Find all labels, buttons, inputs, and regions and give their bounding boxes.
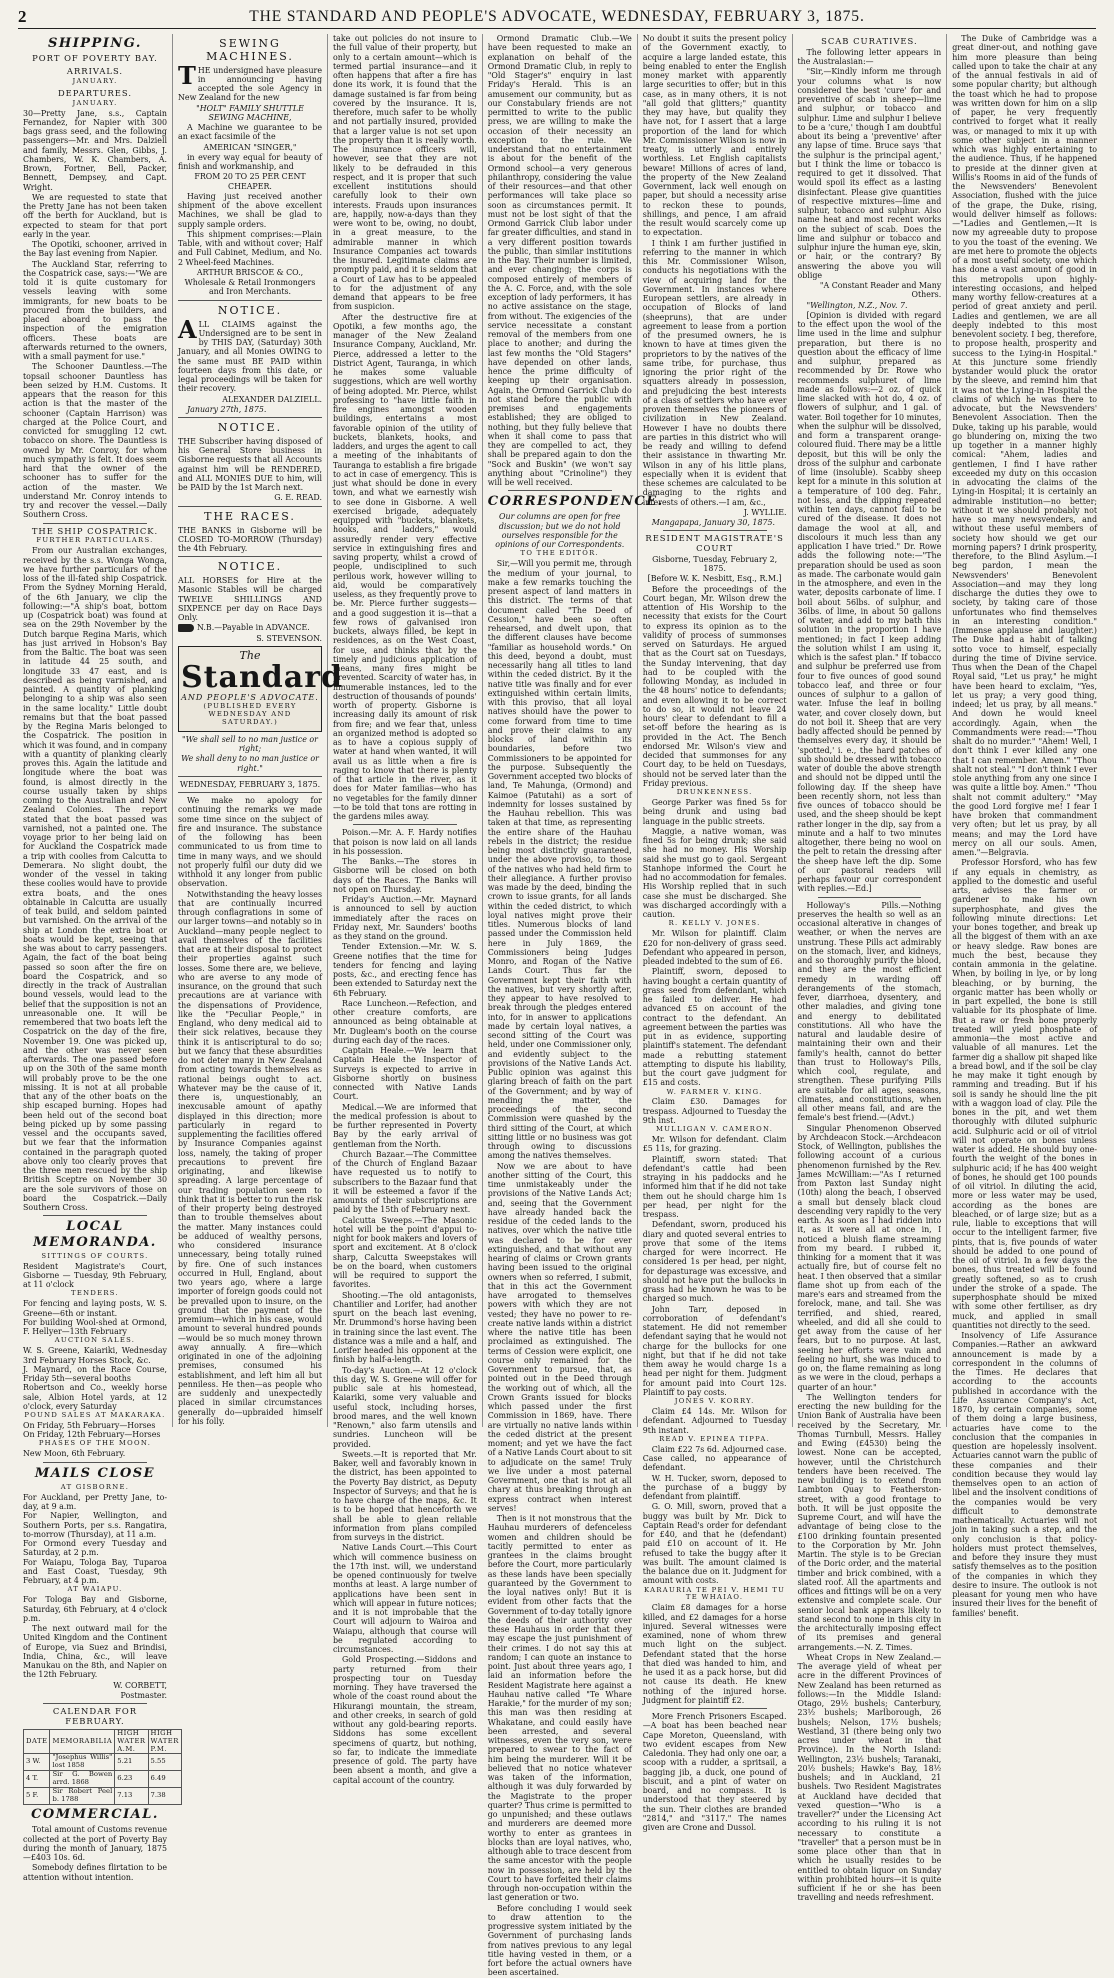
letter-paragraph: Then is it not monstrous that the Hauhau murderers of defenceless women and children should be tacitly permitted to enter as grantees in the claims brought before the Court, more particularly as these lands have been specially guaranteed by the Government to the loyal natives only! But it is evident from other facts that the Government of to-day totally ignore the deeds of their authority over these Hauhaus in order that they may escape the just punishment of their crimes. I do not say this at random; I can quote an instance to point. Just about three years ago, I laid an information before the Resident Magistrate here against a Hauhau native called "Te Whare Harakie," for the murder of my son; this man was then residing at Whakatane, and could easily have been arrested, and several witnesses, even the very son, were prepared to swear to the fact of him being the murderer. Will it be believed that no notice whatever was taken of the information, although it was duly forwarded by the Magistrate to the proper quarter? Thus crime is permitted to go unpunished; and these outlaws and murderers are deemed more worthy to enter as grantees in blocks than are loyal natives, who, although able to trace descent from the same ancestor with the people now in possession, are held by the Court to have forfeited their claims through non-occupation within the last generation or two. [487,1514,632,1903]
scab-signature: "A Constant Reader and Many Others. [819,281,942,300]
scab-location: "Wellington, N.Z., Nov. 7. [806,300,908,310]
correspondence-note: Our columns are open for free discussion; but we do not hold ourselves responsible for the opinions of our Correspondents. [495,512,625,550]
court-paragraph: Plaintiff, sworn stated: That defendant's cattle had been straying in his paddocks and he informed him that if he did not take them out he should charge him 1s per head, per night for the trespass. [642,1154,787,1220]
calendar-cell: 6.49 [148,1771,181,1788]
divider [178,556,322,557]
notice-heading: NOTICE. [217,560,283,574]
calendar-cell: 7.13 [115,1788,148,1805]
news-item: Ormond Dramatic Club.—We have been requested to make an explanation on behalf of the Ormond Dramatic Club, in reply to "Old Stager's" enquiry in last Friday's Herald. This is an amusement our community, but as our Constabulary friends are not permitted to write to the public press, we are willing to make the occasion of their necessity an exception to the rule. We understand that no entertainment is about for the benefit of the Ormond school—a very generous philanthropy, considering the value of their resources—and that other performances will take place so soon as circumstances permit. It must not be lost sight of that the Ormond Garrick Club labor under far greater difficulties, and stand in a very different position towards the public, than similar institutions in the Bay. Their number is limited, and ever changing; the corps is composed entirely of members of the A. C. Force, and, with the sole exception of lady performers, it has no active assistance on the stage, from without. The exigencies of the service necessitate a constant removal of the members from one place to another; and during the last few months the "Old Stagers" have depended on other lands, hence the prime difficulty of keeping up their organisation. Again, the Ormond Garrick Club do not stand before the public with premises and engagements established; they are obliged to nothing, but they fully believe that when it shall come to pass that they are compelled to act, they shall be prepared again to don the "Sock and Buskin" (we won't say anything about "Crinoline") they will be well received. [487,34,632,487]
calendar-row [24,1754,182,1771]
divider [818,897,922,898]
court-paragraph: Claim £30. Damages for trespass. Adjourned to Tuesday the 9th inst. [642,1097,787,1125]
somebody-text: Somebody defines flirtation to be attention without intention. [23,1863,167,1882]
court-paragraph: Claim £4 14s. Mr. Wilson for defendant. Adjourned to Tuesday 9th instant. [642,1407,787,1435]
correspondence-heading: CORRESPONDENCE. [487,494,664,510]
dalziell-signature: ALEXANDER DALZIELL. [222,394,322,404]
to-editor-heading: TO THE EDITOR. [520,549,600,558]
auction-heading: AUCTION SALES. [54,1336,136,1345]
scab-paragraph: "Sir,—Kindly inform me through your columns what is now considered the best 'cure' for and preventive of scab in sheep—lime and sulphur, or tobacco and sulphur. Lime and sulphur I believe to be a 'cure,' though I am doubtful about its being a 'preventive' after any lapse of time. Bruce says 'that the sulphur is the principal agent,' but I think the lime or tobacco is required to get it dissolved. That would spoil its effect as a lasting disinfectant. Please give quantities of respective mixtures—lime and sulphur, tobacco and sulphur. Also name heat and most recent works on the subject of scab. Does the lime and sulphur or tobacco and sulphur injure the human eye, skin, or hair, or the contrary? By answering the above you will oblige [797,67,942,280]
court-paragraph: Mr. Wilson for plaintiff. Claim £20 for non-delivery of grass seed. Defendant who appeared in person, pleaded indebted to the sum of £6. [642,929,787,967]
editorial-paragraph: take out policies do not insure to the full value of their property, but only to a certain amount—which is termed partial insurance—and it often happens that after a fire has done its work, it is found that the damage sustained is far from being covered by the insurance. It is, therefore, much safer to be wholly and not partially insured, provided that a larger value is not set upon the property than it is really worth. The insurance officers will, however, see that they are not likely to be defrauded in this respect, and it is proper that such excellent institutions should carefully look to their own interests. Frauds upon insurances are, happily, now-a-days than they were wont to be, owing, no doubt, in a great measure, to the admirable manner in which Insurance Companies act towards the insured. Legitimate claims are promptly paid, and it is seldom that a Court of Law has to be appealed to for the adjustment of any demand that appears to be free from suspicion. [333,34,477,312]
logo-name: Standard [181,659,343,695]
editorial-paragraph: We make no apology for continuing the remarks we made some time since on the subject of fire and insurance. The substance of the following has been communicated to us from time to time in many ways, and we should not properly fulfil our duty did we withhold it any longer from public observation. [178,796,322,889]
news-item: Native Lands Court.—This Court which will commence business on the 17th inst. will, we understand be opened continuously for twelve months at least. A large number of applications have been sent in which will appear in future notices; and it is not improbable that the Court will adjourn to Wairoa and Waiapu, although that course will be regulated according to circumstances. [333,1543,477,1654]
calendar-col-header: MEMORABILIA [50,1729,115,1754]
dateline: WEDNESDAY, FEBRUARY 3, 1875. [179,779,321,789]
column-1 [18,34,179,1882]
news-item: The Wellington tenders for erecting the new building for the Union Bank of Australia have been received by the Secretary, Mr. Thomas Turnbull, Messrs. Halley and Ewing (£4530) being the lowest. None can be accepted, however, until the Christchurch tenders have been received. The new building is to extend from Lambton Quay to Featherston-street, with a good frontage to both. It will be just opposite the Supreme Court, and will have the advantage of being close to the £100 drinking fountain presented to the Corporation by Mr. John Martin. The style is to be Grecian of the Doric order, and the material timber and brick combined, with a slated roof. All the apartments and offices and fittings will be on a very extensive and complete scale. Our senior local bank appears likely to stand second to none in this city in the architecturally imposing effect of its premises and general arrangements.—N. Z. Times. [797,1392,942,1652]
letter-paragraph: Now we are about to have another sitting of the Court, this time unmistakeably under the provisions of the Native Lands Act; and, seeing that the Government have already handed back the residue of the ceded lands to the natives, over which the native title was declared to be for ever extinguished, and that without any hearing of claims or Crown grants having been issued to the original owners when so referred, I submit, that in this act the Government have arrogated to themselves powers with which they are not vested; they have no power to re-create native lands within a district where the native title has been proclaimed as extinguished. The terms of Cession were explicit, one course only remained for the Government to pursue, that, as pointed out in the Deed through the working out of which, all the Crown Grants issued for blocks which passed under the first Commission in 1869, have. There are virtually no native lands within the ceded district at the present moment; and yet we have the fact of a Native Lands Court about to sit to adjudicate on the same! Truly we live under a most paternal Government, one that is not at all chary at thus breaking through an express contract when interest serves! [487,1161,632,1513]
waiapu-text: For Tologa Bay and Gisborne, Saturday, 6th February, at 4 o'clock p.m. [23,1595,167,1623]
case-heading: MULLIGAN V. CAMERON. [655,1125,774,1134]
shipping-heading: SHIPPING. [48,36,142,51]
calendar-col-header: HIGH WATER P.M. [148,1729,181,1754]
arrivals-month: JANUARY. [72,76,118,85]
sewing-text: in every way equal for beauty of finish and workmanship, and [178,152,322,172]
notice-heading: NOTICE. [217,303,283,317]
court-paragraph: Maggie, a native woman, was fined 5s for being drunk; she said she had no money. His Worship said she must go to gaol. Sergeant Stanhope informed the Court he had no accommodation for females. His Worship replied that in such case she must be discharged. She was discharged accordingly with a caution. [642,826,787,920]
news-item: Insolvency of Life Assurance Companies.—Rather an awkward announcement is made by a correspondent in the columns of the Times. He declares that according to the accounts published in accordance with the Life Assurance Company's Act, 1870, by certain companies, some of them doing a large business, actuaries have come to the conclusion that the companies in question are hopelessly insolvent. Actuaries cannot warn the public of these companies and their condition because they would lay themselves open to an action of libel and the insolvent conditions of the companies would be very difficult to demonstrate mathematically. Actuaries will not join in taking such a step, and the only conclusion is that policy-holders must protect themselves, and before they insure they must satisfy themselves as to the position of the companies in which they desire to insure. The outlook is not pleasant for young men who have insured their lives for the benefit of families' benefit. [952,1331,1097,1618]
arrivals-heading: ARRIVALS. [66,66,124,77]
news-item: The Banks.—The stores in Gisborne will be closed on both days of the Races. The Banks will not open on Thursday. [333,857,477,894]
divider [43,1462,147,1463]
american-singer: AMERICAN "SINGER," [203,142,297,152]
news-item: To-day's Auction.—At 12 o'clock this day, W. S. Greene will offer for public sale at his homestead, Kaiariki, some very valuable and useful stock, including horses, brood mares, and the well known "Renown," also farm utensils and sundries. Luncheon will be provided. [333,1365,477,1449]
at-gisborne-heading: AT GISBORNE. [60,1482,130,1491]
sewing-text: A Machine we guarantee to be an exact facsimile of the [178,123,322,142]
calendar-cell: "Josephus Willis" lost 1858 [50,1754,115,1771]
news-item: Church Bazaar.—The Committee of the Church of England Bazaar have requested us to notify to subscribers to the Bazaar fund that it will be esteemed a favor if the amounts of their subscriptions are paid by the 15th of February next. [333,1149,477,1215]
court-paragraph: Claim £22 7s 6d. Adjourned case. Case called, no appearance of defendant. [642,1444,787,1473]
column-2 [173,34,343,1427]
news-item: Medical.—We are informed that the medical profession is about to be further represented in Poverty Bay by the early arrival of gentleman from the North. [333,1102,477,1149]
postmaster-title: Postmaster. [120,1690,167,1700]
newspaper-logo [178,646,343,732]
wyllie-signature: J. WYLLIE. [743,507,787,517]
court-paragraph: Claim £8 damages for a horse killed, and £2 damages for a horse injured. Several witnesses were examined, none of whom threw much light on the subject. Defendant stated that the horse that died was handed to him, and he used it as a pack horse, but did not cause its death. He knew nothing of the injured horse. Judgment for plaintiff £2. [642,1603,787,1705]
news-item: Race Luncheon.—Refection, and other creature comforts, are announced as being obtainable at Mr. Dugleam's booth on the course during each day of the races. [333,998,477,1045]
calendar-table [23,1729,182,1805]
commercial-text: Total amount of Customs revenue collected at the port of Poverty Bay during the month of January, 1875—£403 10s. 6d. [23,1825,167,1863]
masthead-rule [18,28,1096,29]
cospatrick-heading: THE SHIP COSPATRICK. [31,525,159,536]
mails-text: For Auckland, per Pretty Jane, to-day, at 9 a.m. For Napier, Wellington, and Southern Ports, per s.s. Rangatira, to-morrow (Thursday), at 11 a.m. For Ormond every Tuesday and Saturday, at 2 p.m. For Waiapu, Tologa Bay, Tuparoa and East Coast, Tuesday, 9th February, at 4 p.m. [23,1492,167,1586]
logo-subtitle: AND PEOPLE'S ADVOCATE. [181,692,319,702]
races-heading: THE RACES. [204,509,296,523]
divider [43,523,147,524]
tenders-heading: TENDERS. [71,1289,119,1298]
mails-paragraph: The next outward mail for the United Kingdom and the Continent of Europe, via Suez and Brindisi, India, China, &c., will leave Manukau on the 8th, and Napier on the 12th February. [23,1624,167,1680]
news-item: More French Prisoners Escaped.—A boat has been beached near Cape Moreton, Queensland, with two evident escapes from New Caledonia. They had only one oar, a scoop with a rudder, a spritsail, a bagging jib, a duck, one pound of biscuit, and a pint of water on board, and no compass. It is understood that they steered by the sun. Their clothes are branded "2814," and "3117." The names given are Crone and Dussol. [642,1712,787,1833]
sittings-heading: SITTINGS OF COURTS. [41,1251,149,1260]
page-number: 2 [18,7,27,26]
cospatrick-article: From our Australian exchanges, received by the s.s. Wonga Wonga, we have further particulars of the loss of the ill-fated ship Cospatrick. From the Sydney Morning Herald, of the 6th January, we clip the following:—"A ship's boat, bottom up (Cospatrick boat) was found at sea on the 29th November by the Dutch barque Regina Maris, which has just arrived in Hobson's Bay from the Baltic. The boat was seen in latitude 44 25 south, and longitude 33 47 east, and is described as being varnished, and painted. A quantity of planking belonging to a ship was also seen in the same locality." Little doubt remains but that the boat passed by the Regina Maris belonged to the Cospatrick. The position in which it was found, and in company with a quantity of planking clearly proves this. Again the latitude and longitude where the boat was found, is almost directly in the course usually taken by ships coming to the Australian and New Zealand Colonies. The report stated that the boat passed was varnished, not a painted one. The voyage prior to her being laid on for Auckland the Cospatrick made a trip with coolies from Calcutta to Demerara. No slight doubt, the wonder of the vessel in taking these coolies would have to provide extra boats, and the ones obtainable in Calcutta are usually of teak build, and seldom painted but varnished. On the arrival of the ship at London the extra boat or boats would be kept, seeing that she was about to carry passengers. Again, the fact of the boat being passed so soon after the fire on board the Cospatrick, and so directly in the track of Australian bound vessels, would lead to the belief that the supposition is not an unreasonable one. It will be remembered that two boats left the Cospatrick on the day of the fire, November 19. One was picked up, and the other was never seen afterwards. The one passed before up on the 30th of the same month will probably prove to be the one missing. It is not at all probable that any of the other boats on the ship escaped burning. Hopes had been held out of the second boat being picked up by some passing vessel and the occupants saved, but we fear that the information contained in the paragraph quoted above only too clearly proves that the three men rescued by the ship British Sceptre on November 30 are the sole survivors of those on board the Cospatrick.—Daily Southern Cross. [23,546,167,1213]
calendar-row [24,1788,182,1805]
editorial-paragraph: Notwithstanding the heavy losses that are continually incurred through conflagrations in some of our larger towns—and notably so in Auckland—many people neglect to avail themselves of the facilities that are at their disposal to protect their properties against such losses. Some there are, we believe, who are averse to any mode of insurance, on the ground that such precautions are at variance with the dispensations of Providence, like the "Peculiar People," in England, who deny medical aid to their sick relatives, because they think it is antiscriptural to do so; but we fancy that these absurdities do not deter many in New Zealand from acting towards themselves as rational beings ought to act. Whatever may be the cause of it, there is, unquestionably, an inexcusable amount of apathy displayed in this direction; more particularly in regard to supplementing the facilities offered by Insurance Companies against loss, namely, the taking of proper precautions to prevent fire originating, and likewise spreading. A large percentage of our trading population seem to think that it is better to run the risk of their property being destroyed than to trouble themselves about the matter. Many instances could be adduced of wealthy persons, who considered insurance unnecessary, being totally ruined by fire. One of such instances occurred in Hull, England, about two years ago, where a large importer of foreign goods could not be prevailed upon to insure, on the ground that the payment of the premium—which in his case, would amount to several hundred pounds—would be so much money thrown away annually. A fire—which originated in one of the adjoining premises, consumed his establishment, and left him all but penniless. He then—as people who are suddenly and unexpectedly placed in similar circumstances generally do—upbraided himself for his folly. [178,889,322,1426]
column-3 [328,34,483,1785]
drunkenness-heading: DRUNKENNESS. [676,788,753,797]
pound-heading: POUND SALES AT MAKARAKA. [24,1411,166,1420]
court-paragraph: George Parker was fined 5s for being drunk and using bad language in the public streets. [642,798,787,826]
divider [508,490,612,491]
at-waiapu-heading: AT WAIAPU. [67,1585,123,1594]
sewing-heading: SEWING MACHINES. [206,37,294,63]
calendar-cell: 7.38 [148,1788,181,1805]
local-memoranda-heading: LOCAL MEMORANDA. [33,1219,157,1250]
divider [353,824,457,825]
case-heading: JONES V. KORRY. [674,1397,755,1406]
calendar-cell: 5.21 [115,1754,148,1771]
court-paragraph: Defendant, sworn, produced his diary and quoted several entries to prove that some of the items charged for were incorrect. He considered 1s per head, per night, for depasturage was excessive, and should not have put the bullocks in grass had he known he was to be charged so much. [642,1220,787,1304]
court-paragraph: John Tarr, deposed in corroboration of defendant's statement. He did not remember defendant saying that he would not charge for the bullocks for one night, but that if he did not take them away he would charge 1s a head per night for them. Judgment for amount paid into Court 12s. Plaintiff to pay costs. [642,1304,787,1397]
sittings-text: Resident Magistrate's Court, Gisborne — Tuesday, 9th February, at 11 o'clock [23,1261,167,1290]
court-paragraph: Before the proceedings of the Court began, Mr. Wilson drew the attention of His Worship to the necessity that exists for the Court to express its opinion as to the validity of process of summonses served on Saturdays. He argued that as the Court sat on Tuesdays, the Sunday intervening, that day had to be coupled with the following Monday, as included in the 48 hours' notice to defendants; and even allowing it to be correct to do so, it would not leave 24 hours' clear to defendant to fill a set-off before the hearing as is provided in the Act. The Bench endorsed Mr. Wilson's view and decided that summonses for any Court day, to be held on Tuesdays, should not be served later than the Friday previous. [642,584,787,788]
news-item: Shooting.—The old antagonists, Chantilier and Lorifer, had another spurt on the beach last evening, Mr. Drummond's horse having been in training since the last event. The distance was a mile and a half, and Lorifer headed his opponent at the finish by half-a-length. [333,1290,477,1365]
rm-court-date: Gisborne, Tuesday, February 2, 1875. [652,554,778,574]
court-paragraph: W. H. Tucker, sworn, deposed to the purchase of a buggy by defendant from plaintiff. [642,1473,787,1502]
pound-text: On Friday, 5th February—Horses On Friday, 12th February—Horses [23,1420,161,1440]
moon-text: New Moon, 6th February. [23,1449,126,1459]
calendar-header-row [24,1729,182,1754]
moon-heading: PHASES OF THE MOON. [38,1439,152,1448]
divider [178,792,322,793]
letter-paragraph: Sir,—Will you permit me, through the medium of your journal, to make a few remarks touching the present aspect of land matters in this district. The terms of that document called "The Deed of Cession," have been so often rehearsed, and dwelt upon, that the different clauses have become "familiar as household words." On this deed, beyond a doubt, must necessarily hang all titles to land within the ceded district. By it the native title was finally and for ever extinguished within certain limits, with this proviso, that all loyal natives should have the power to come forward from time to time and prove their claims to any blocks of land within its boundaries, before two Commissioners to be appointed for the purpose. Subsequently the Government accepted two blocks of land, Te Mahunga, (Ormond) and Kaimoe (Patutahi) as a sort of indemnity for losses sustained by the Hauhau rebellion. This was taken at that time, as representing the entire share of the Hauhau rebels in the district; the residue being most distinctly guaranteed, under the above proviso, to those of the natives who had held firm to their allegiance. A further proviso was made by the deed, binding the crown to issue grants, for all lands within the ceded district, to which loyal natives might prove their titles. Numerous blocks of land passed under the Commission held here in July 1869, the Commissioners being Judges Monro, and Rogan of the Native Lands Court. Thus far the Government kept their faith with the natives, but very shortly after, they appear to have resolved to break through the pledges entered into, for in answer to applications made by certain loyal natives, a second sitting of the Court was held, under one Commissioner only, and evidently subject to the provisions of the Native Lands Act. Public opinion was against this glaring breach of faith on the part of the Government; and by way of mending the matter, the proceedings of the second Commission were quashed by the third sitting of the Court, at which sitting little or no business was got through owing to discussions among the natives themselves. [487,559,632,1161]
calendar-cell: 4 T. [24,1771,50,1788]
divider [178,506,322,507]
shipping-paragraph: The Schooner Dauntless.—The topsail schooner Dauntless has been seized by H.M. Customs. It appears that the reason for this action is that the master of the schooner (Captain Harrison) was charged at the Police Court, and convicted for smuggling 12 cwt. tobacco on shore. The Dauntless is owned by Mr. Conroy, for whom much sympathy is felt. It does seem hard that the owner of the schooner has to suffer for the action of the master. We understand Mr. Conroy intends to try and recover the vessel.—Daily Southern Cross. [23,362,167,520]
court-paragraph: G. O. Mill, sworn, proved that a buggy was built by Mr. Dick to Captain Read's order for defendant for £40, and that he (defendant) paid £10 on account of it. He refused to take the buggy after it was built. The amount claimed is the balance due on it. Judgment for amount with costs. [642,1502,787,1586]
divider [43,1703,147,1704]
rm-court-before: [Before W. K. Nesbitt, Esq., R.M.] [647,574,782,584]
commercial-heading: COMMERCIAL. [31,1807,159,1823]
calendar-cell: 5.55 [148,1754,181,1771]
calendar-cell: 3 W. [24,1754,50,1771]
news-item: Tender Extension.—Mr. W. S. Greene notifies that the time for tenders for fencing and laying posts, &c., and erecting fence has been extended to Saturday next the 6th February. [333,942,477,998]
divider [43,1215,147,1216]
notice-text: ALL HORSES for Hire at the Masonic Stables will be charged TWELVE SHILLINGS AND SIXPENCE per day on Race Days Only. [178,576,322,623]
masthead [18,6,1096,28]
news-item: Professor Horsford, who has few if any equals in chemistry, as applied to the domestic and useful arts, advises the farmer or gardener to make his own superphosphate, and gives the following minute directions: Let your bones together, and break up all the biggest of them with an axe or heavy sledge. Raw bones are much the best, because they contain ammonia in the gelatine. When, by boiling in lye, or by long bleaching, or by burning, the organic matter has been wholly or in part expelled, the bone is still valuable for its phosphate of lime. But a raw or fresh bone properly treated will yield phosphate of ammonia—the most active and valuable of all manures. Let the farmer dig a shallow pit shaped like a bread bowl, and if the soil be clay he may make it tight enough by ramming and treading. But if his soil is sandy he should line the pit with a waggon load of clay. Pile the bones in the pit, and wet them thoroughly with diluted sulphuric acid. Sulphuric acid or oil of vitriol will not operate on bones unless water is added. He should buy one-fourth the weight of the bones in sulphuric acid; if he has 400 weight of bones, he should get 100 pounds of oil vitriol. In diluting the acid, more or less water may be used, according as the bones are bleached, or of large size; but as a rule, liable to exceptions that will occur to the intelligent farmer, five pints, that is, five pounds of water should be added to one pound of the oil of vitriol. In a few days the bones, thus treated will be found greatly softened, so as to crush under the stroke of a spade. The superphosphate should be mixed with some other fertiliser, as dry muck, and applied in small quantities not directly to the seed. [952,858,1097,1330]
case-heading: READ V. EPINEA TIPPA. [659,1434,771,1443]
notice-heading: NOTICE. [217,421,283,435]
departures-heading: DEPARTURES. [57,87,133,98]
logo-publication-note: (PUBLISHED EVERY WEDNESDAY AND SATURDAY.) [203,702,297,726]
divider [178,300,322,301]
shipping-paragraph: The Opotiki, schooner, arrived in the Bay last evening from Napier. [23,240,167,259]
further-heading: FURTHER PARTICULARS. [36,536,154,545]
calendar-cell: Sir Robert Peel b. 1788 [50,1788,115,1805]
divider [663,1708,767,1709]
notice-text: LL CLAIMS against the Undersigned are to be sent in by THIS DAY, (Saturday) 30th January, and all Monies OWING to the same must BE PAID within fourteen days from this date, or legal proceedings will be taken for their recovery. [178,319,322,394]
calendar-cell: 6.23 [115,1771,148,1788]
news-item: Calcutta Sweeps.—The Masonic hotel will be the point d'appui to-night for book makers and lovers of sport and excitement. At 8 o'clock sharp, Calcutta Sweepstakes will be on the board, when customers will be required to support the favorites. [333,1215,477,1290]
calendar-cell: Sir G. Bowen arrd. 1868 [50,1771,115,1788]
dropcap-letter: T [178,60,196,90]
briscoe-desc: Wholesale & Retail Ironmongers and Iron Merchants. [184,278,316,297]
dalziell-date: January 27th, 1875. [187,404,267,414]
shipping-paragraph: The Auckland Star, referring to the Cospatrick case, says:—"We are told it is quite customary for vessels leaving with some immigrants, for new boats to be procured from the builders, and placed aboard to pass the inspection of the emigration officers. These boats are afterwards returned to the owners, with a small payment for use." [23,259,167,362]
briscoe-name: ARTHUR BRISCOE & CO., [196,267,304,277]
letter-paragraph: Before concluding I would seek to draw attention to the progressive system initiated by the Government of purchasing lands from natives previous to any legal title having vested in them, or a fort before the actual owners have been ascertained. [487,1903,632,1978]
calendar-col-header: DATE [24,1729,50,1754]
logo-the: The [239,648,261,662]
scab-paragraph: [Opinion is divided with regard to the effect upon the wool of the lime used in the lime and sulphur preparation, but there is no question about the efficacy of lime and sulphur, prepared as recommended by Dr. Rowe who recommends sulphuret of lime made as follows:—2 oz. of quick lime slacked with hot do, 4 oz. of flowers of sulphur, and 1 gal. of water. Boil together for 10 minutes, when the sulphur will be dissolved, and form a transparent orange-coloured fluid. There may be a little deposit, but this will be only the dross of the sulphur and carbonate of lime (insoluble). Scabby sheep kept for a minute in this solution at a temperature of 100 deg. Fahr., not less, and the dipping repeated within ten days, cannot fail to be cured of the disease. It does not damage the wool at all, and discolours it much less than any application I have tried." Dr. Rowe adds the following note:—"The preparation should be used as soon as made. The carbonate would gain in the atmosphere, and even in the water, deposits carbonate of lime. I boil about 56lbs. of sulphur, and 36lbs. of lime, in about 50 gallons of water, and add to my bath this solution in the proportion I have mentioned; in fact I keep adding the solution whilst I am using it, which is the safest plan." If tobacco and sulphur be preferred use from four to five ounces of good sound tobacco leaf, and three or four ounces of sulphur to a gallon of water. Infuse the leaf in boiling water, and cover closely down, but do not boil it. Sheep that are very badly affected should be penned by themselves every day, it should be 'spotted,' i. e., the hard patches of sub should be dressed with tobacco water of double the above strength and should not be dipped until the following day. If the sheep have been recently shorn, not less than five ounces of tobacco should be used, and the sheep should be kept rather longer in the dip, say from a minute and a half to two minutes altogether, there being no wool on the pelt to retain the dressing after the sheep have left the dip. Some of our pastoral readers will perhaps favour our correspondent with replies.—Ed.] [797,310,942,894]
divider [178,417,322,418]
letter-paragraph: I think I am further justified in referring to the manner in which this Mr. Commissioner Wilson, conducts his negotiations with the view of acquiring land for the Government. In instances where European settlers, are already in occupation of Blocks of land (sheepruns), that are under agreement to lease from a portion of the presumed owners, he is known to have at times given the proprietors to by the natives of the same tribe, for purchase, thus ignoring the prior right of the squatters already in possession, and prejudicing the best interests of a class of settlers who have ever proven themselves the pioneers of civilization in New Zealand. However I have no doubts there are parties in this district who will be ready and willing to defend their assistance in thwarting Mr. Wilson in any of his little plans, especially when it is evident that these schemes are calculated to be damaging to the rights and interests of others.—I am, &c., [642,238,787,507]
column-6 [793,34,948,1903]
rm-court-heading: RESIDENT MAGISTRATE'S COURT [645,533,784,554]
holt-machine-name: "HOLT" FAMILY SHUTTLE SEWING MACHINE, [196,103,304,122]
news-item: Sweets.—It is reported that Mr. Baker, well and favorably known in the district, has been appointed to the Poverty Bay district, as Deputy Inspector of Surveys; and that he is to have charge of the maps, &c. It is to be hoped that henceforth we shall be able to glean reliable information from plans compiled from surveys in the district. [333,1449,477,1542]
calendar-row [24,1771,182,1788]
court-paragraph: Mr. Wilson for defendant. Claim £5 11s, for grazing. [642,1135,787,1154]
postmaster-name: W. CORBETT, [113,1680,167,1690]
wyllie-date: Mangapapa, January 30, 1875. [651,518,776,527]
divider [663,530,767,531]
pointing-hand-icon [178,624,194,632]
sewing-price: FROM 20 TO 25 PER CENT CHEAPER. [194,172,306,191]
news-item: Captain Heale.—We learn that Captain Heale the Inspector of Surveys is expected to arrive in Gisborne shortly on business connected with Native Lands Court. [333,1046,477,1102]
departures-text: 30—Pretty Jane, s.s., Captain Fernandez, for Napier with 300 bags grass seed, and the following passengers—Mr. and Mrs. Dalziell and family, Messrs. Glen, Gibbs, J. Chambers, W. K. Chambers, A. Brown, Fortner, Bell, Packer, Bennett, Dempsey, and Capt. Wright. [23,108,167,192]
advertisement-paragraph: Holloway's Pills.—Nothing preserves the health so well as an occasional alterative in changes of weather, or when the nerves are unstrung. These Pills act admirably on the stomach, liver, and kidneys, and so thoroughly purify the blood, and they are the most efficient remedy in warding off derangements of the stomach, fever, diarrhoea, dysentery, and other maladies, and giving tone and energy to debilitated constitutions. All who have the natural and laudable desire of maintaining their own and their family's health, cannot do better than trust to Holloway's Pills, which cool, regulate, and strengthen. These purifying Pills are suitable for all ages, seasons, climates, and constitutions, when all other means fail, and are the female's best friend.—(Advt.) [797,900,942,1123]
scab-paragraph: The following letter appears in the Australasian:— [797,47,942,67]
notice-nb: N.B.—Payable in ADVANCE. [197,623,310,633]
court-paragraph: Plaintiff, sworn, deposed to having bought a certain quantity of grass seed from defendant, which he failed to deliver. He had advanced £5 on account of the contract to the defendant. An agreement between the parties was put in as evidence, supporting plaintiff's statement. The defendant made a rebutting statement attempting to dispute his liability, but the court gave judgment for £15 and costs. [642,967,787,1088]
auction-text: W. S. Greene, Kaiariki, Wednesday 3rd February Horses Stock, &c. J. Maynard, on the Race Course, Friday 5th—several booths Robertson and Co., weekly horse sale, Albion Hotel yards, at 12 o'clock, every Saturday [23,1346,167,1411]
calendar-col-header: HIGH WATER A.M. [115,1729,148,1754]
sewing-text: HE undersigned have pleasure in announcing having accepted the sole Agency in New Zealand for the new [178,65,322,103]
scab-heading: SCAB CURATIVES. [821,36,918,46]
column-5 [638,34,793,1833]
read-signature: G. E. READ. [274,493,322,503]
news-item: The Duke of Cambridge was a great diner-out, and nothing gave him more pleasure than being called upon to take the chair at any of the annual festivals in aid of some popular charity; but although the toast which he had to propose was written down for him on a slip of paper, he very frequently contrived to forget what it really was, or managed to mix it up with some other subject in a manner which was highly entertaining to the audience. Thus, if he happened to preside at the dinner given at Willis's Rooms in aid of the funds of the Newsvenders' Benevolent Association, flushed with the juice of the grape, the Duke, rising, would deliver himself as follows:—"Ladies and Gentlemen,—It is now my agreeable duty to propose to you the toast of the evening. We are met here to promote the objects of a most useful society, one which has done a vast amount of good in this metropolis upon highly-interesting occasions, and helped many worthy fellow-creatures at a period of great anxiety and peril. Ladies and gentlemen, we are all deeply indebted to this most benevolent society. I beg, therefore, to propose health, prosperity and success to the Lying-in Hospital." At this juncture some friendly bystander would pluck the orator by the sleeve, and remind him that it was not the Lying-in Hospital the claims of which he was there to advocate, but the Newsvenders' Benevolent Association. Then the Duke, taking up his parable, would go blundering on, mixing the two up together in a manner highly comical: "Ahem, ladies and gentlemen, I find I have rather exceeded my duty on this occasion in advocating the claims of the Lying-in Hospital; it is certainly an admirable institution—no better; without it we should probably not have so many newsvenders, and without these useful members of society how should we get our morning papers? I drink prosperity, therefore, to the Blind Asylum.—I beg pardon, I mean the Newsvenders' Benevolent Association—and may they long discharge the duties they owe to society, by taking care of those unfortunates who find themselves in an interesting condition." (Immense applause and laughter.) The Duke had a habit of talking sotto voce to himself, especially during the time of Divine service. Thus when the Dean of the Chapel Royal said, "Let us pray," he might have been heard to exclaim, "Yes, let us pray; a very good thing, indeed; let us pray, by all means." And down he would kneel accordingly. Again, when the Commandments were read:—"Thou shalt do no murder." "Ahem! Well, I don't think I ever killed any one that I can remember. Amen." "Thou shalt not steal." "I don't think I ever stole anything from any one since I was quite a little boy. Amen." "Thou shalt not commit adultery." "May the good Lord forgive me! I fear I have broken that commandment very often; but let us pray, by all means; and may the Lord have mercy on all our souls. Amen, amen."—Belgravia. [952,34,1098,857]
divider [178,776,322,777]
calendar-heading: CALENDAR FOR FEBRUARY. [52,1706,138,1726]
mails-heading: MAILS CLOSE [34,1465,156,1481]
news-item: Gold Prospecting.—Siddons and party returned from their prospecting tour on Tuesday morning. They have traversed the whole of the coast round about the Hikurangi mountain, the stream, and other creeks, in search of gold without any gold-bearing reports. Siddons has some excellent specimens of quartz, but nothing, so far, to indicate the immediate presence of gold. The party have been absent a month, and give a capital account of the country. [333,1655,477,1785]
columns [18,34,1102,1978]
column-7 [947,34,1102,1618]
shipping-paragraph: We are requested to state that the Pretty Jane has not been taken off the berth for Auckland, but is expected to steam for that port early in the year. [23,192,167,239]
sewing-text: This shipment comprises:—Plain Table, with and without cover; Half and Full Cabinet, Medium, and No. 2 Wheel-feed Machines. [178,229,322,267]
editorial-paragraph: After the destructive fire at Opotiki, a few months ago, the manager of the New Zealand Insurance Company, Auckland, Mr. Pierce, addressed a letter to the District Agent, Tauranga, in which he makes some valuable suggestions, which are well worthy of being adopted. Mr. Pierce, whilst professing to "have little faith in fire engines amongst wooden buildings, entertains a most favorable opinion of the utility of buckets, blankets, hooks, and ladders, and urges the agent to call a meeting of the inhabitants of Tauranga to establish a fire brigade to act in case of emergency. This is just what should be done in every town, and what we earnestly wish to see done in Gisborne. A well exercised brigade, adequately equipped with "buckets, blankets, hooks, and ladders," would assuredly render very effective service in extinguishing fires and saving property, whilst a crowd of people, undisciplined to such perilous work, however willing to aid, would be comparatively useless, as they frequently prove to be. Mr. Pierce further suggests—and a good suggestion it is—that a few rows of galvanised iron buckets, always filled, be kept in residences, as on the West Coast, for use, and thinks that by the timely and judicious application of means, many fires might be prevented. Scarcity of water has, in innumerable instances, led to the destruction of thousands of pounds' worth of property. Gisborne is increasing daily its amount of risk from fire; and we fear that, unless an organized method is adopted so as to have a copious supply of water at hand when wanted, it will avail us as little when a fire is raging to know that there is plenty of that article in the river, as it does for Mater familias—who has no vegetables for the family dinner—to be told that tons are rotting in the gardens miles away. [333,312,477,821]
motto-line: "We shall sell to no man justice or right; [182,734,318,754]
news-item: Wheat Crops in New Zealand.—The average yield of wheat per acre in the different Provinces of New Zealand has been returned as follows:—In the Middle Island: Otago, 29½ bushels; Canterbury, 23½ bushels; Marlborough, 26 bushels; Nelson, 17½ bushels; Westland, 31 (there being only two acres under wheat in that Province). In the North Island: Wellington, 23½ bushels; Taranaki, 20½ bushels; Hawke's Bay, 18½ bushels; and in Auckland, 21 bushels. Two Resident Magistrates at Auckland have decided that vexed question—"Who is a traveller?" under the Licensing Act according to his ruling it is not necessary to constitute a "traveller" that a person must be in some place other than that in which he usually resides to be entitled to obtain liquor on Sunday within prohibited hours—it is quite sufficient if he or she has been travelling and needs refreshment. [797,1652,942,1903]
stevenson-signature: S. STEVENSON. [256,633,322,643]
sewing-text: Having just received another shipment of the above excellent Machines, we shall be glad to supply sample orders. [178,191,322,229]
news-item: Friday's Auction.—Mr. Maynard is announced to sell by auction immediately after the races on Friday next, Mr. Saunders' booths as they stand on the ground. [333,895,477,941]
departures-month: JANUARY. [72,98,118,107]
masthead-title: THE STANDARD AND PEOPLE'S ADVOCATE, WEDNESDAY, FEBRUARY 3, 1875. [249,8,865,25]
motto-line: We shall deny to no man justice or right." [181,754,319,773]
races-text: THE BANKS in Gisborne will be CLOSED TO-MORROW (Thursday) the 4th February. [178,525,322,554]
tenders-text: For fencing and laying posts, W. S. Greene—6th or instant. For building Wool-shed at Ormond, F. Hellyer—13th February [23,1299,167,1337]
case-heading: W. FARMER V. KING. [666,1087,763,1096]
notice-text: THE Subscriber having disposed of his General Store business in Gisborne requests that all Accounts against him will be RENDERED, and ALL MONIES DUE to him, will be PAID by the 1st March next. [178,436,322,493]
dropcap-letter: A [178,314,197,344]
news-item: Singular Phenomenon Observed by Archdeacon Stock.—Archdeacon Stock, of Wellington, publishes the following account of a curious phenomenon furnished by the Rev. James McWilliam:—"As I returned from Paxton last Sunday night (10th) along the beach, I observed a small but densely black cloud descending very rapidly to the very earth. As soon as I had ridden into it, as it were all at once in, I noticed a bluish flame streaming from my beard. I rubbed it, thinking for a moment that it was actually fire, but of course felt no heat. I then observed that a similar flame shot up from each of the mare's ears and streamed from the forelock, mane, and tail. She was terrified, and shied, reared, wheeled, and did all she could to get away from the cause of her fears, but to no purpose. At last, seeing her efforts were vain and feeling no hurt, she was induced to go on, the flame remaining as long as we were in the cloud, perhaps a quarter of an hour." [797,1123,942,1392]
column-4 [483,34,664,1978]
calendar-cell: 5 F. [24,1788,50,1805]
news-item: Poison.—Mr. A. F. Hardy notifies that poison is now laid on all lands in his possession. [333,828,477,856]
case-heading: R. KELLY V. JONES. [668,919,761,928]
case-heading: KARAURIA TE PEI V. HEMI TU TE WHAIAO. [644,1585,786,1602]
port-heading: PORT OF POVERTY BAY. [32,53,158,64]
letter-paragraph: No doubt it suits the present policy of the Government exactly, to acquire a large landed estate, this being enabled to enter the English money market with apparently large securities to offer; but in this case, as in many others, it is not "all gold that glitters;" quantity they may have, but quality they have not, for I assert that a large proportion of the land for which Mr. Commissioner Wilson is now in treaty, is utterly and entirely worthless. Let English capitalists beware! Millions of acres of land, the property of the New Zealand Government, lack well enough on paper, but should a necessity arise to reckon these to pounds, shillings, and pence, I am afraid the result would scarcely come up to expectation. [642,34,787,238]
